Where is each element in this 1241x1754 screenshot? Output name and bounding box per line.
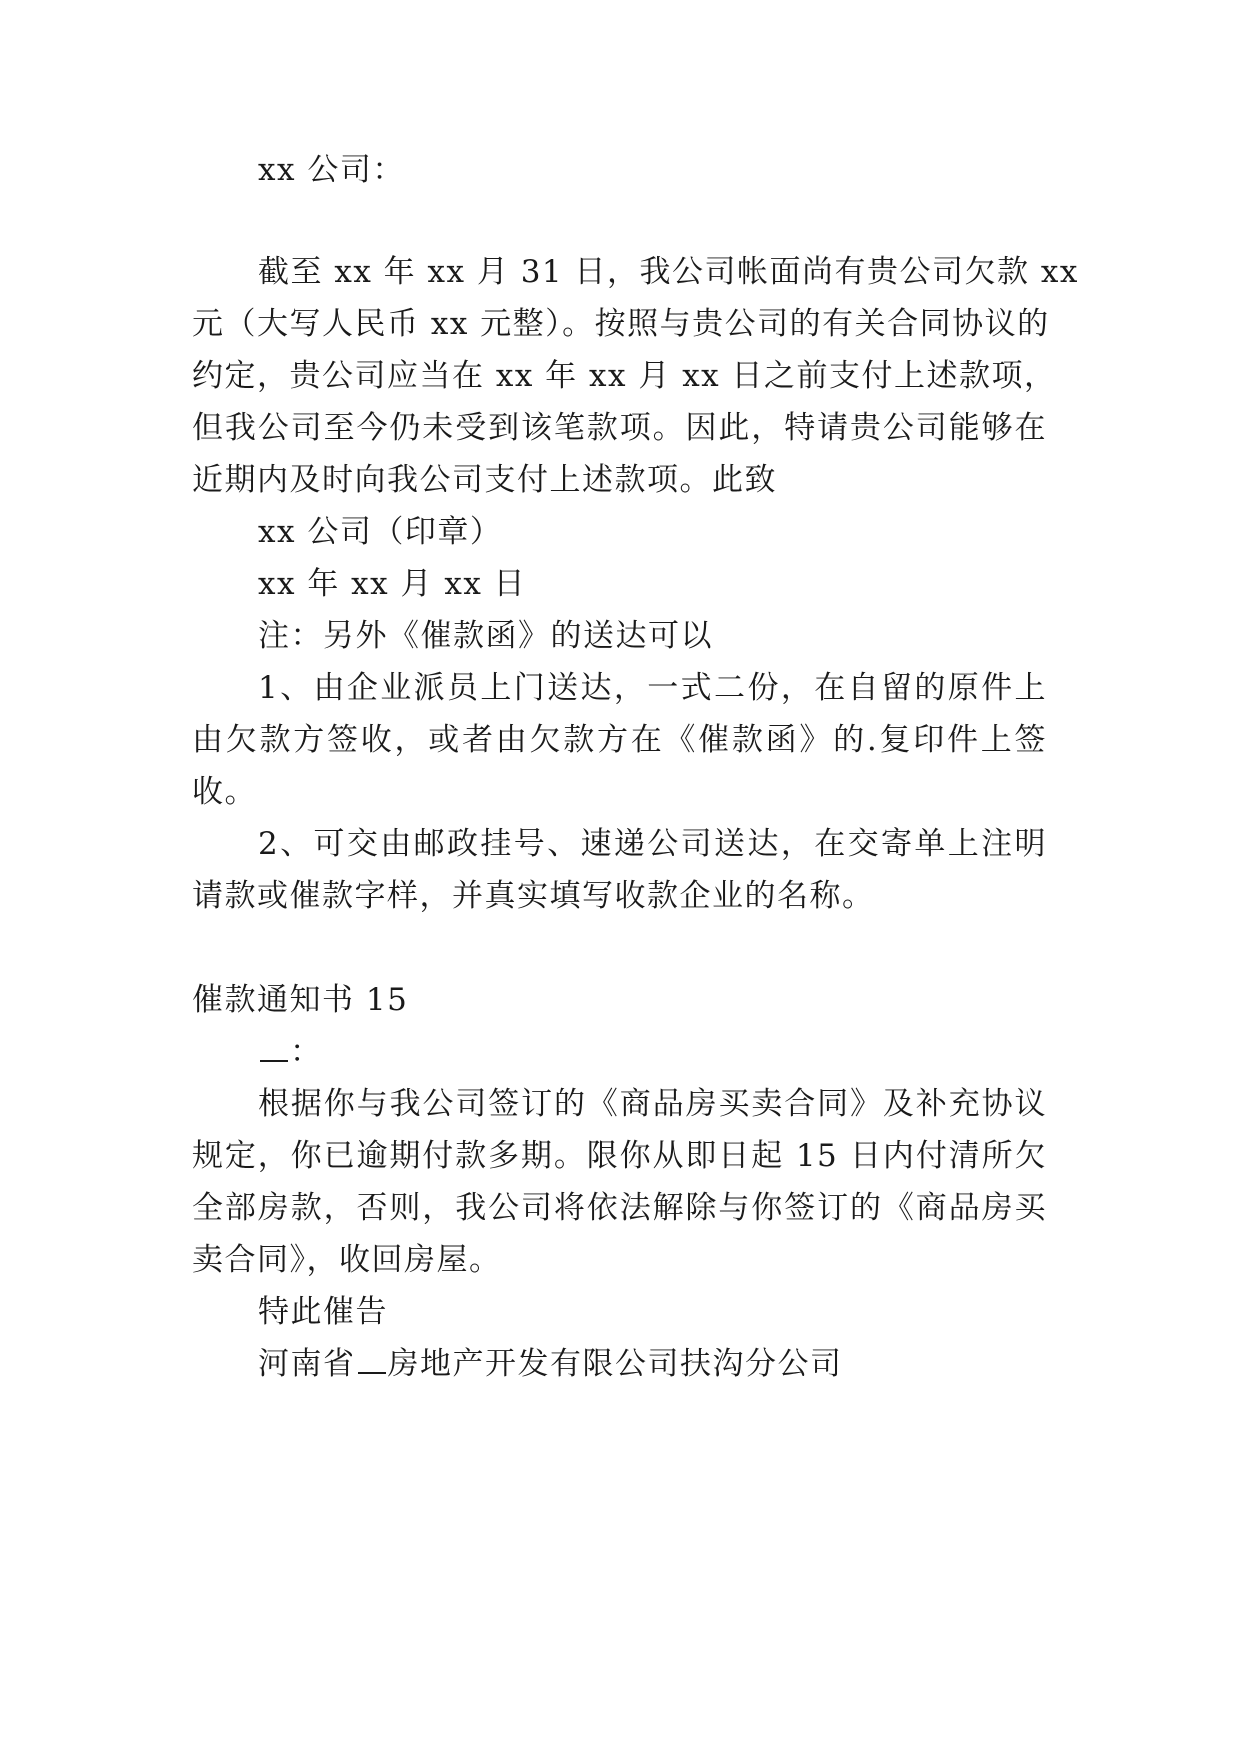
letter2-company (258, 1344, 843, 1384)
letter1-body-line-2: 元（大写人民币 xx 元整）。按照与贵公司的有关合同协议的 (192, 306, 1050, 342)
letter1-body-line-1: 截至 xx 年 xx 月 31 日，我公司帐面尚有贵公司欠款 xx (258, 254, 1079, 290)
letter2-company-suffix: 房地产开发有限公司扶沟分公司 (387, 1346, 843, 1382)
letter1-note2-line-2: 请款或催款字样，并真实填写收款企业的名称。 (192, 878, 875, 914)
letter2-closing: 特此催告 (258, 1294, 388, 1330)
letter1-body-line-5: 近期内及时向我公司支付上述款项。此致 (192, 462, 777, 498)
letter1-note1-line-3: 收。 (192, 774, 257, 810)
letter1-body-line-3: 约定，贵公司应当在 xx 年 xx 月 xx 日之前支付上述款项， (192, 358, 1057, 394)
letter2-body-line-3: 全部房款，否则，我公司将依法解除与你签订的《商品房买 (192, 1190, 1047, 1226)
letter1-date: xx 年 xx 月 xx 日 (258, 566, 527, 602)
letter1-note2-line-1: 2、可交由邮政挂号、速递公司送达，在交寄单上注明 (258, 826, 1047, 862)
letter2-salutation-colon: ： (290, 1034, 323, 1070)
letter1-signature: xx 公司（印章） (258, 514, 503, 550)
letter1-note-title: 注：另外《催款函》的送达可以 (258, 618, 713, 654)
blank-recipient-line (260, 1034, 288, 1062)
letter2-salutation (258, 1032, 323, 1072)
blank-company-line (358, 1346, 386, 1374)
letter1-note1-line-2: 由欠款方签收，或者由欠款方在《催款函》的.复印件上签 (192, 722, 1047, 758)
letter1-note1-line-1: 1、由企业派员上门送达，一式二份，在自留的原件上 (258, 670, 1047, 706)
letter1-body-line-4: 但我公司至今仍未受到该笔款项。因此，特请贵公司能够在 (192, 410, 1047, 446)
letter2-company-prefix: 河南省 (258, 1346, 356, 1382)
letter2-body-line-4: 卖合同》，收回房屋。 (192, 1242, 502, 1278)
letter2-body-line-2: 规定，你已逾期付款多期。限你从即日起 15 日内付清所欠 (192, 1138, 1047, 1174)
letter1-salutation: xx 公司： (258, 152, 405, 188)
letter2-heading: 催款通知书 15 (192, 982, 409, 1018)
letter2-body-line-1: 根据你与我公司签订的《商品房买卖合同》及补充协议 (258, 1086, 1047, 1122)
